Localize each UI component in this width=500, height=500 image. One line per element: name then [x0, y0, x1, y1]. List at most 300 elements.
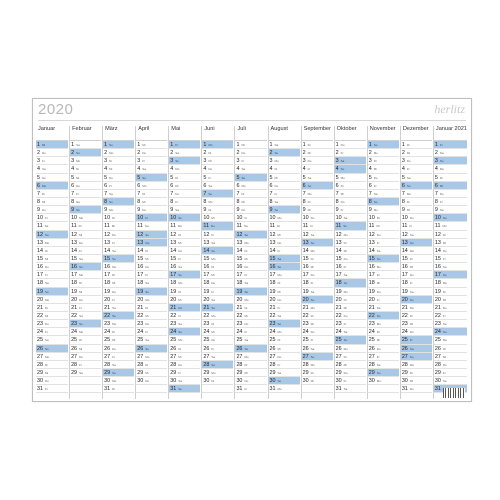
day-cell — [136, 377, 167, 385]
weekday-label: Di — [343, 354, 347, 359]
day-number: 1 — [401, 142, 405, 148]
weekday-label: So — [142, 175, 146, 180]
weekday-label: So — [442, 330, 447, 335]
weekday-label: Fr — [145, 330, 149, 335]
weekday-label: Mo — [45, 240, 50, 245]
day-number: 15 — [269, 255, 276, 262]
day-number: 31 — [434, 386, 441, 393]
weekday-label: Sa — [376, 248, 381, 253]
day-number: 23 — [302, 321, 309, 328]
day-number: 23 — [104, 321, 111, 328]
weekday-label: Fr — [175, 199, 179, 204]
day-cell — [368, 385, 399, 393]
day-cell — [434, 198, 467, 206]
day-cell — [302, 198, 333, 206]
day-number: 12 — [104, 231, 111, 238]
day-cell — [269, 296, 300, 304]
day-number: 7 — [269, 190, 273, 197]
day-number: 14 — [434, 247, 441, 254]
day-cell — [434, 288, 467, 296]
day-cell — [335, 198, 366, 206]
day-number: 12 — [37, 231, 43, 238]
day-number: 3 — [434, 158, 438, 165]
weekday-label: Sa — [208, 183, 213, 188]
month-header: August — [269, 126, 300, 141]
day-number: 16 — [137, 264, 144, 271]
day-cell — [36, 345, 68, 353]
day-number: 28 — [203, 361, 210, 368]
weekday-label: So — [343, 281, 348, 286]
day-cell — [401, 198, 432, 206]
day-cell — [302, 328, 333, 336]
day-cell — [70, 182, 101, 190]
day-cell — [269, 239, 300, 247]
day-cell — [302, 239, 333, 247]
weekday-label: Do — [376, 232, 381, 237]
day-number: 26 — [236, 345, 243, 352]
weekday-label: So — [42, 175, 46, 180]
day-number: 3 — [170, 158, 174, 165]
weekday-label: Mo — [343, 346, 348, 351]
day-cell — [202, 312, 233, 320]
day-number: 16 — [203, 264, 210, 271]
day-cell — [202, 353, 233, 361]
day-cell — [335, 165, 366, 173]
weekday-label: Do — [45, 322, 49, 327]
day-number: 2 — [401, 150, 405, 157]
weekday-label: Do — [145, 322, 150, 327]
weekday-label: Fr — [343, 265, 347, 270]
day-cell — [36, 174, 68, 182]
day-cell — [335, 149, 366, 157]
weekday-label: Sa — [211, 297, 216, 302]
month-header: Januar 2021 — [434, 126, 467, 141]
day-cell — [434, 328, 467, 336]
day-number: 11 — [71, 223, 77, 230]
weekday-label: Fr — [274, 191, 278, 196]
day-number: 24 — [368, 329, 375, 336]
weekday-label: Mo — [277, 330, 282, 335]
day-cell — [103, 247, 134, 255]
day-cell — [169, 198, 200, 206]
weekday-label: So — [79, 265, 83, 270]
weekday-label: Mi — [178, 297, 182, 302]
day-number: 20 — [434, 296, 441, 303]
day-cell — [401, 288, 432, 296]
weekday-label: Sa — [175, 208, 179, 213]
day-number: 6 — [137, 182, 141, 189]
weekday-label: So — [145, 289, 149, 294]
weekday-label: Mo — [310, 362, 315, 367]
weekday-label: Sa — [112, 305, 116, 310]
day-cell — [335, 214, 366, 222]
day-cell — [434, 345, 467, 353]
day-cell — [335, 263, 366, 271]
day-cell — [269, 336, 300, 344]
day-cell — [368, 190, 399, 198]
weekday-label: Fr — [277, 305, 281, 310]
day-number: 10 — [71, 215, 78, 222]
weekday-label: Sa — [178, 265, 182, 270]
day-number: 24 — [236, 329, 243, 336]
day-number: 8 — [434, 198, 438, 205]
weekday-label: Fr — [145, 273, 149, 278]
day-cell — [434, 263, 467, 271]
day-cell — [70, 255, 101, 263]
weekday-label: Fr — [277, 248, 281, 253]
weekday-label: Do — [112, 346, 116, 351]
day-cell — [202, 239, 233, 247]
weekday-label: So — [244, 289, 249, 294]
day-number: 14 — [37, 247, 43, 254]
weekday-label: Do — [210, 224, 215, 229]
day-number: 5 — [137, 174, 141, 181]
day-number: 28 — [434, 361, 441, 368]
day-cell — [70, 165, 101, 173]
day-cell — [368, 320, 399, 328]
weekday-label: Sa — [178, 379, 182, 384]
day-cell — [202, 190, 233, 198]
day-number: 11 — [170, 223, 176, 230]
weekday-label: Fr — [211, 289, 215, 294]
day-number: 31 — [236, 386, 243, 393]
weekday-label: Di — [112, 330, 115, 335]
day-cell — [335, 141, 366, 149]
day-number: 2 — [137, 150, 141, 157]
day-number: 19 — [269, 288, 276, 295]
day-number: 4 — [335, 166, 339, 173]
day-number: 27 — [104, 353, 111, 360]
weekday-label: Mi — [111, 224, 115, 229]
day-number: 20 — [170, 296, 177, 303]
day-cell — [269, 288, 300, 296]
weekday-label: Sa — [79, 313, 83, 318]
day-number: 10 — [37, 215, 43, 222]
day-cell — [302, 296, 333, 304]
month-header: Januar — [36, 126, 68, 141]
weekday-label: Mi — [45, 256, 49, 261]
weekday-label: Mi — [142, 143, 146, 147]
day-number: 30 — [401, 378, 408, 385]
weekday-label: Mo — [45, 297, 50, 302]
day-number: 12 — [401, 231, 408, 238]
day-cell — [368, 369, 399, 377]
day-number: 19 — [335, 288, 342, 295]
day-number: 15 — [434, 255, 441, 262]
weekday-label: Di — [277, 338, 281, 343]
day-number: 7 — [170, 190, 174, 197]
day-number: 15 — [236, 255, 243, 262]
weekday-label: Fr — [45, 273, 48, 278]
weekday-label: Mi — [310, 322, 314, 327]
weekday-label: Mo — [145, 240, 150, 245]
day-number: 12 — [71, 231, 78, 238]
day-number: 26 — [104, 345, 111, 352]
day-cell — [70, 206, 101, 214]
day-number: 15 — [104, 255, 111, 262]
weekday-label: Fr — [79, 248, 82, 253]
day-number: 18 — [203, 280, 210, 287]
weekday-label: Fr — [208, 175, 212, 180]
weekday-label: So — [178, 273, 182, 278]
weekday-label: Mo — [310, 248, 315, 253]
day-cell — [401, 214, 432, 222]
day-number: 17 — [401, 272, 408, 279]
day-number: 21 — [434, 304, 441, 311]
weekday-label: Mo — [178, 281, 183, 286]
day-cell — [434, 271, 467, 279]
weekday-label: Mi — [211, 330, 215, 335]
weekday-label: Mi — [208, 159, 212, 164]
weekday-label: Sa — [44, 224, 49, 229]
day-cell — [36, 149, 68, 157]
weekday-label: Mo — [175, 167, 180, 172]
month-column — [268, 126, 300, 399]
day-cell — [202, 198, 233, 206]
day-number: 23 — [269, 321, 276, 328]
month-column — [69, 126, 101, 399]
day-cell — [335, 377, 366, 385]
day-number: 20 — [401, 296, 408, 303]
weekday-label: Do — [145, 379, 150, 384]
day-number: 30 — [335, 378, 342, 385]
day-number: 28 — [236, 361, 243, 368]
day-number: 9 — [104, 207, 108, 214]
day-cell — [70, 312, 101, 320]
day-cell — [36, 279, 68, 287]
day-cell — [169, 174, 200, 182]
weekday-label: Do — [142, 151, 147, 156]
day-number: 21 — [104, 304, 111, 311]
day-number: 7 — [368, 190, 372, 197]
day-cell — [36, 385, 68, 393]
weekday-label: Sa — [145, 281, 149, 286]
day-number: 17 — [71, 272, 78, 279]
weekday-label: Sa — [175, 151, 179, 156]
weekday-label: Do — [145, 265, 150, 270]
weekday-label: Di — [211, 265, 215, 270]
day-number: 23 — [170, 321, 177, 328]
day-cell — [235, 377, 266, 385]
weekday-label: Fr — [142, 159, 146, 164]
weekday-label: Mi — [307, 208, 311, 213]
day-number: 27 — [71, 353, 78, 360]
weekday-label: Mo — [109, 208, 114, 213]
day-cell — [302, 345, 333, 353]
day-cell — [401, 263, 432, 271]
day-number: 13 — [137, 239, 144, 246]
weekday-label: Di — [310, 256, 314, 261]
day-cell — [335, 247, 366, 255]
day-number: 23 — [203, 321, 210, 328]
day-number: 18 — [71, 280, 78, 287]
day-number: 27 — [236, 353, 243, 360]
weekday-label: Do — [409, 330, 414, 335]
day-cell — [136, 263, 167, 271]
weekday-label: Mo — [241, 183, 246, 188]
day-number: 16 — [335, 264, 342, 271]
weekday-label: Mo — [45, 354, 50, 359]
weekday-label: Fr — [406, 167, 410, 172]
day-number: 12 — [434, 231, 441, 238]
day-cell — [169, 271, 200, 279]
day-cell — [70, 361, 101, 369]
weekday-label: Do — [409, 387, 414, 392]
weekday-label: Mo — [376, 322, 381, 327]
day-number: 3 — [104, 158, 108, 165]
day-cell — [136, 214, 167, 222]
day-cell — [302, 182, 333, 190]
day-cell — [335, 182, 366, 190]
day-number: 7 — [71, 190, 75, 197]
weekday-label: Mo — [211, 370, 216, 375]
day-cell — [302, 206, 333, 214]
day-number: 11 — [37, 223, 43, 230]
day-number: 20 — [203, 296, 210, 303]
day-number: 20 — [71, 296, 78, 303]
day-cell — [368, 271, 399, 279]
day-cell — [202, 336, 233, 344]
day-cell — [401, 279, 432, 287]
day-cell — [302, 190, 333, 198]
day-cell — [36, 288, 68, 296]
day-cell — [103, 328, 134, 336]
day-number: 8 — [37, 198, 40, 205]
day-number: 8 — [401, 198, 405, 205]
weekday-label: Sa — [76, 199, 80, 204]
weekday-label: So — [244, 346, 249, 351]
weekday-label: Fr — [439, 199, 443, 204]
day-cell — [36, 271, 68, 279]
weekday-label: Mi — [310, 265, 314, 270]
day-number: 25 — [104, 337, 111, 344]
weekday-label: Do — [442, 362, 447, 367]
day-cell — [70, 320, 101, 328]
day-cell — [202, 304, 233, 312]
weekday-label: Mi — [244, 313, 248, 318]
day-number: 29 — [236, 369, 243, 376]
day-cell — [302, 288, 333, 296]
day-number: 10 — [104, 215, 111, 222]
day-number: 7 — [302, 190, 306, 197]
day-cell — [136, 190, 167, 198]
day-number: 11 — [302, 223, 309, 230]
day-number: 10 — [170, 215, 177, 222]
day-cell — [169, 345, 200, 353]
day-cell — [70, 336, 101, 344]
weekday-label: Sa — [442, 322, 447, 327]
day-number: 16 — [434, 264, 441, 271]
day-cell — [202, 231, 233, 239]
day-cell — [70, 377, 101, 385]
day-cell — [136, 198, 167, 206]
day-number: 13 — [335, 239, 342, 246]
day-number: 28 — [269, 361, 276, 368]
weekday-label: Sa — [244, 281, 249, 286]
weekday-label: Mi — [376, 281, 380, 286]
day-number: 23 — [236, 321, 243, 328]
weekday-label: Do — [79, 297, 83, 302]
weekday-label: Mi — [310, 379, 314, 384]
weekday-label: So — [211, 248, 216, 253]
day-cell — [70, 149, 101, 157]
weekday-label: So — [241, 175, 246, 180]
day-number: 24 — [269, 329, 276, 336]
day-number: 21 — [37, 304, 43, 311]
day-cell — [269, 361, 300, 369]
day-cell — [269, 320, 300, 328]
day-number: 30 — [302, 378, 309, 385]
day-number: 30 — [203, 378, 210, 385]
day-cell — [269, 222, 300, 230]
day-number: 4 — [434, 166, 438, 173]
day-number: 20 — [104, 296, 111, 303]
weekday-label: Do — [109, 175, 113, 180]
day-number: 5 — [401, 174, 405, 181]
day-cell — [335, 190, 366, 198]
day-cell — [401, 385, 432, 393]
weekday-label: Mo — [277, 387, 282, 392]
day-cell — [335, 279, 366, 287]
day-cell — [202, 320, 233, 328]
day-cell — [202, 174, 233, 182]
weekday-label: Mo — [307, 191, 312, 196]
weekday-label: Di — [145, 305, 149, 310]
day-cell — [235, 182, 266, 190]
day-number: 2 — [434, 150, 438, 157]
day-cell — [235, 385, 266, 393]
weekday-label: Sa — [343, 273, 348, 278]
day-cell — [269, 165, 300, 173]
day-number: 7 — [137, 190, 141, 197]
day-number: 19 — [302, 288, 309, 295]
day-cell — [269, 214, 300, 222]
day-number: 27 — [203, 353, 210, 360]
day-cell — [401, 231, 432, 239]
day-cell — [103, 353, 134, 361]
day-cell — [368, 206, 399, 214]
day-cell — [434, 279, 467, 287]
day-cell — [368, 345, 399, 353]
weekday-label: Sa — [109, 191, 113, 196]
day-cell — [368, 182, 399, 190]
weekday-label: So — [376, 313, 381, 318]
day-cell — [202, 255, 233, 263]
day-cell — [136, 336, 167, 344]
weekday-label: Sa — [406, 175, 411, 180]
weekday-label: Mi — [76, 175, 80, 180]
day-cell — [136, 141, 167, 149]
day-cell — [70, 141, 101, 149]
weekday-label: Mo — [373, 151, 378, 156]
day-cell — [36, 239, 68, 247]
day-cell — [70, 271, 101, 279]
day-number: 12 — [335, 231, 342, 238]
weekday-label: Sa — [409, 346, 414, 351]
day-number: 10 — [269, 215, 276, 222]
day-cell — [335, 288, 366, 296]
day-cell — [103, 369, 134, 377]
day-cell — [169, 328, 200, 336]
weekday-label: Mi — [376, 338, 380, 343]
weekday-label: Fr — [409, 224, 413, 229]
day-number: 15 — [302, 255, 309, 262]
day-cell — [335, 231, 366, 239]
day-cell — [335, 239, 366, 247]
day-cell — [434, 336, 467, 344]
day-cell — [103, 157, 134, 165]
day-cell — [103, 141, 134, 149]
